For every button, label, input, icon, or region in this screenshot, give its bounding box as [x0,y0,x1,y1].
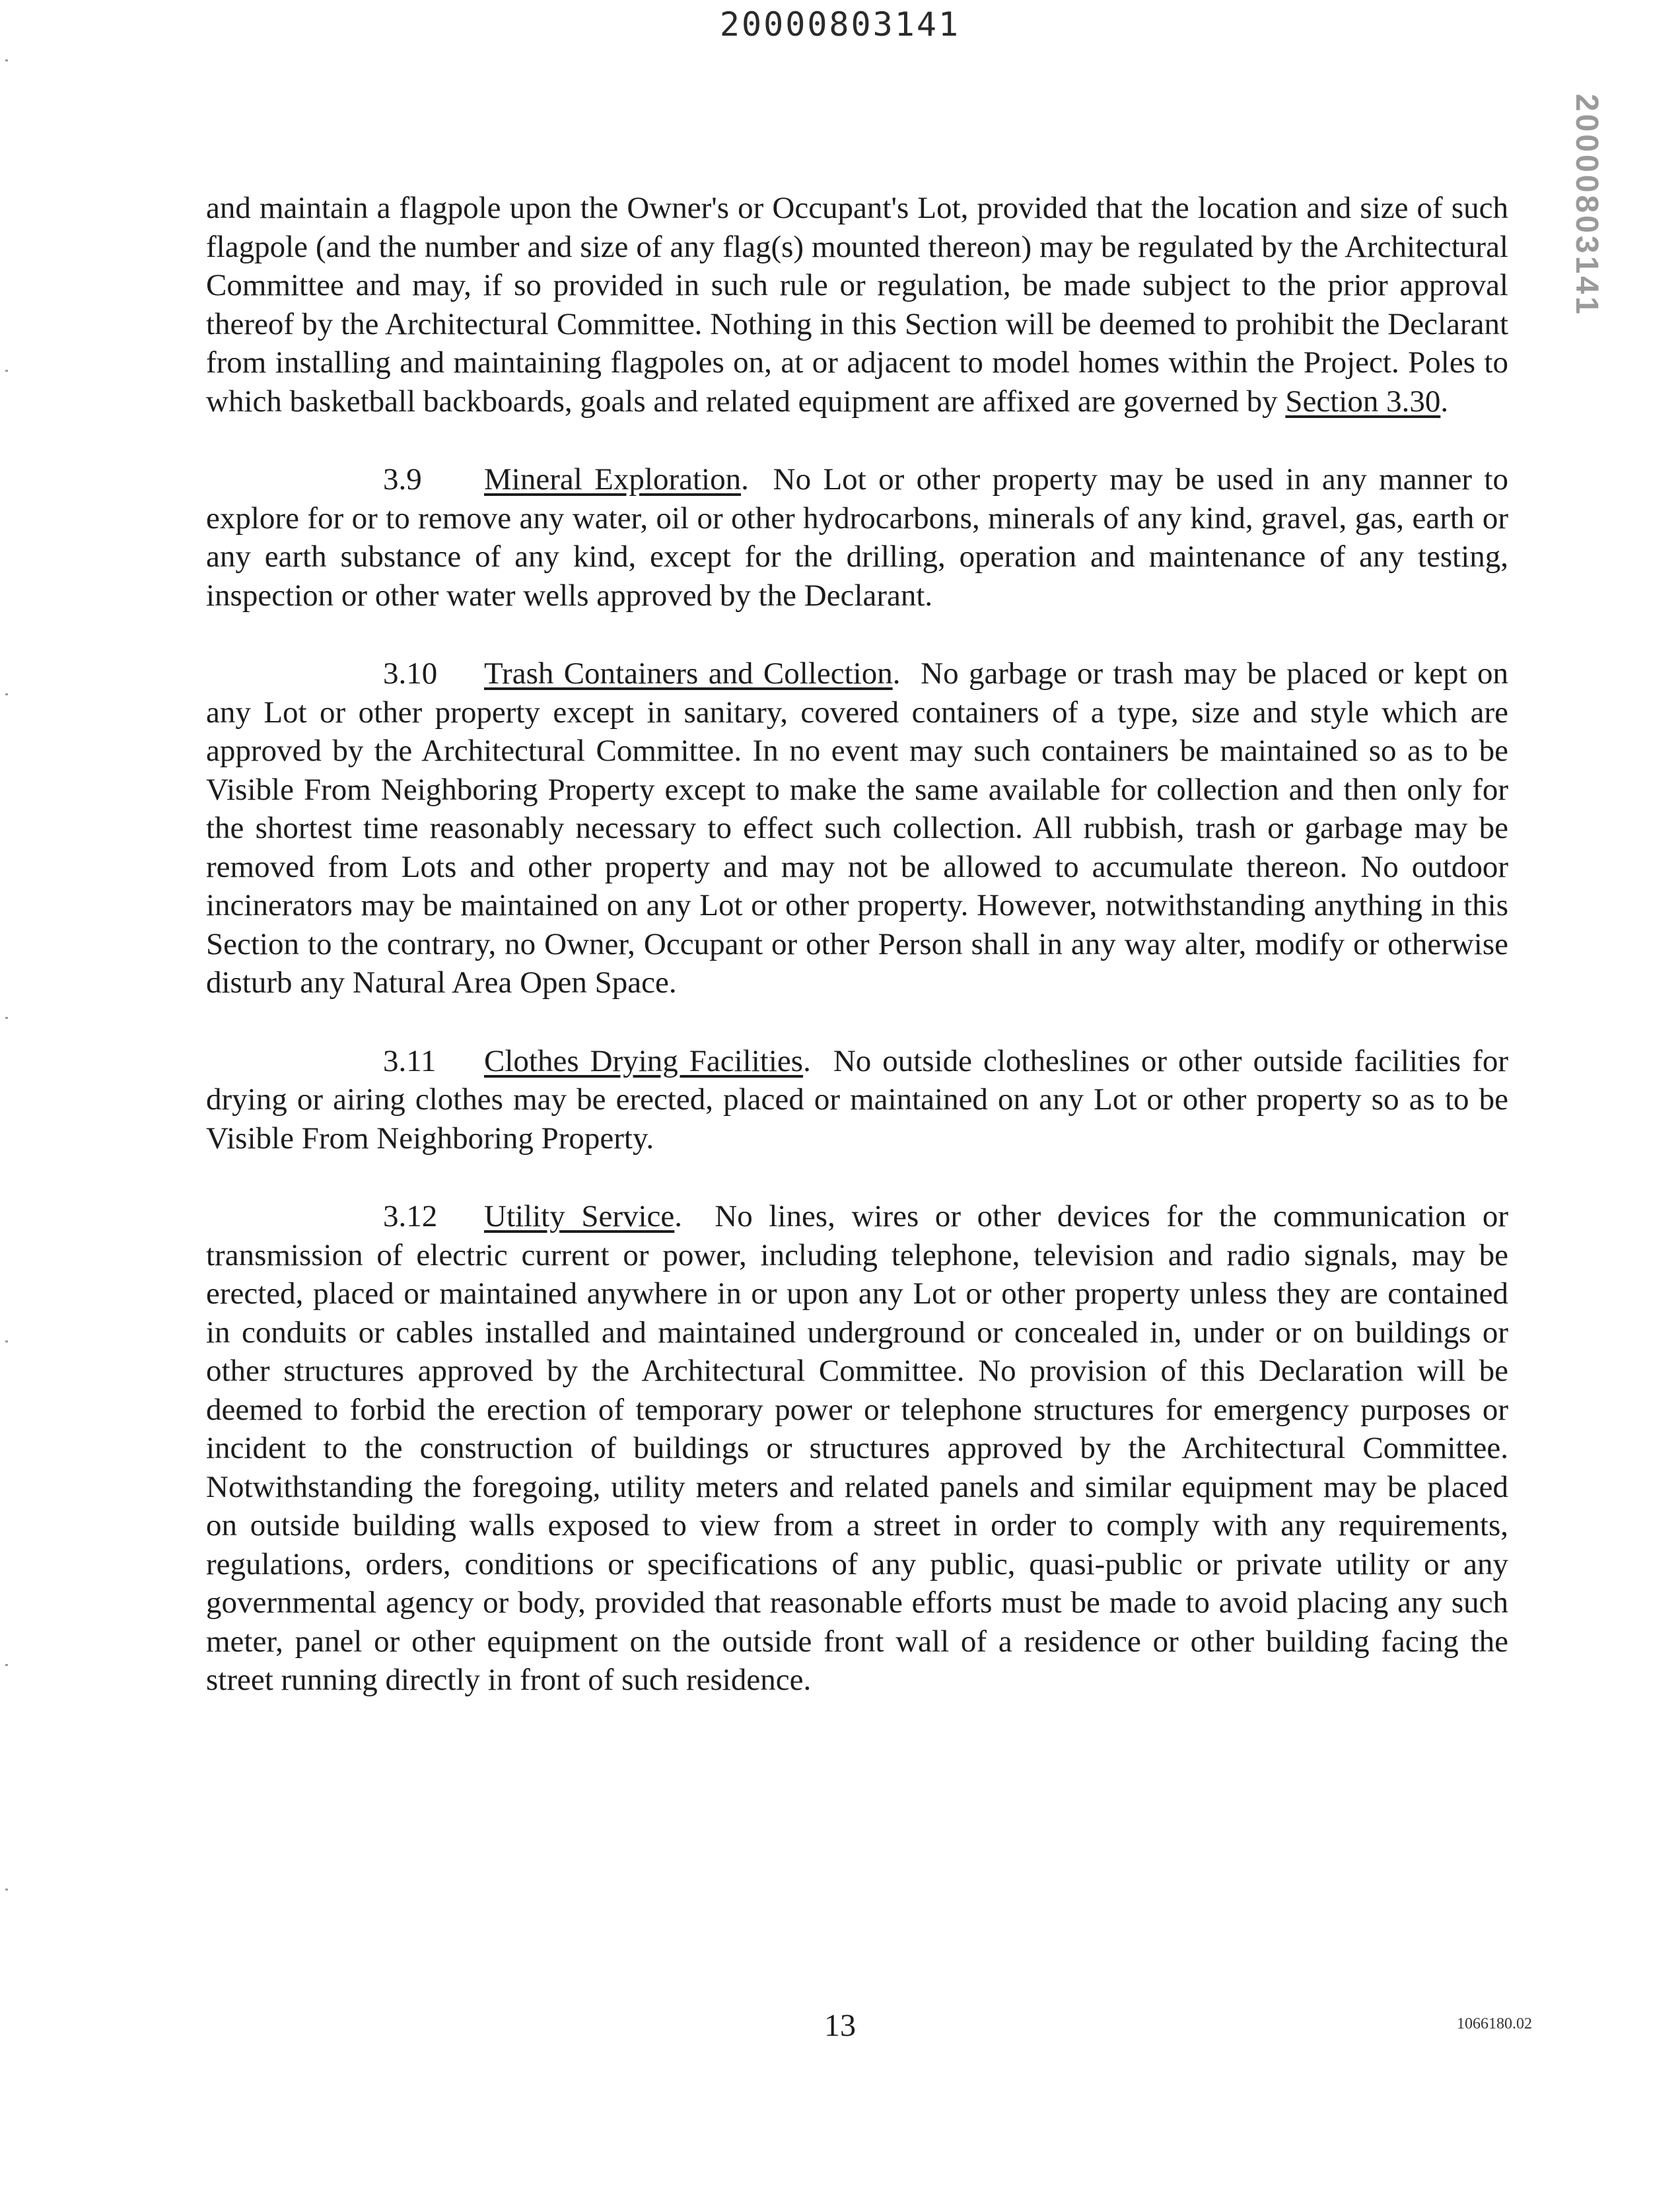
section-number: 3.11 [383,1043,437,1078]
section-number: 3.10 [383,656,438,691]
section-paragraph: 3.11 Clothes Drying Facilities. No outside clotheslines or other outside facilities for drying or airing clothes may be erected, placed or maintained on any Lot or other property so as to be Visible From Neighboring Property. [206,1042,1508,1158]
section-text: No outside clotheslines or other outside facilities for drying or airing clothes may be erected, placed or maintained on any Lot or other property so as to be Visible From Neighboring Property. [206,1043,1508,1156]
section-title: Mineral Exploration [484,462,742,497]
section-title: Clothes Drying Facilities [484,1043,804,1078]
section-paragraph: 3.12 Utility Service. No lines, wires or other devices for the communication or transmission of electric current or power, including telephone, television and radio signals, may be erected, placed or maintained anywhere in or upon any Lot or other property unless they are contained in conduits or cables installed and maintained underground or concealed in, under or on buildings or other structures approved by the Architectural Committee. No provision of this Declaration will be deemed to forbid the erection of temporary power or telephone structures for emergency purposes or incident to the construction of buildings or structures approved by the Architectural Committee. Notwithstanding the foregoing, utility meters and related panels and similar equipment may be placed on outside building walls exposed to view from a street in order to comply with any requirements, regulations, orders, conditions or specifications of any public, quasi-public or private utility or any governmental agency or body, provided that reasonable efforts must be made to avoid placing any such meter, panel or other equipment on the outside front wall of a residence or other building facing the street running directly in front of such residence. [206,1197,1508,1700]
document-reference-code: 1066180.02 [1457,2015,1532,2032]
scan-mark [5,370,8,372]
scan-mark [5,693,8,695]
scan-mark [5,1340,8,1342]
section-title: Utility Service [484,1199,675,1233]
section-paragraph: 3.10 Trash Containers and Collection. No garbage or trash may be placed or kept on any Lot or other property except in sanitary, covered containers of a type, size and style which are approved by the Architectural Committee. In no event may such containers be maintained so as to be Visible From Neighboring Property except to make the same available for collection and then only for the shortest time reasonably necessary to effect such collection. All rubbish, trash or garbage may be removed from Lots and other property and may not be allowed to accumulate thereon. No outdoor incinerators may be maintained on any Lot or other property. However, notwithstanding anything in this Section to the contrary, no Owner, Occupant or other Person shall in any way alter, modify or otherwise disturb any Natural Area Open Space. [206,654,1508,1002]
scan-mark [5,1664,8,1666]
page-number: 13 [824,2008,856,2043]
document-body [206,189,1508,1739]
section-number: 3.12 [383,1199,438,1233]
scan-mark [5,59,8,61]
section-number: 3.9 [383,462,422,497]
intro-text-end: . [1440,384,1449,419]
scan-mark [5,1889,8,1891]
section-paragraph: 3.9 Mineral Exploration. No Lot or other property may be used in any manner to explore for or to remove any water, oil or other hydrocarbons, minerals of any kind, gravel, gas, earth or any earth substance of any kind, except for the drilling, operation and maintenance of any testing, inspection or other water wells approved by the Declarant. [206,460,1508,615]
side-recording-stamp: 20000803141 [1569,94,1604,317]
scan-mark [5,1017,8,1019]
section-text: No garbage or trash may be placed or kept on any Lot or other property except in sanitary, covered containers of a type, size and style which are approved by the Architectural Committee. In no event may such containers be maintained so as to be Visible From Neighboring Property except to make the same available for collection and then only for the shortest time reasonably necessary to effect such collection. All rubbish, trash or garbage may be removed from Lots and other property and may not be allowed to accumulate thereon. No outdoor incinerators may be maintained on any Lot or other property. However, notwithstanding anything in this Section to the contrary, no Owner, Occupant or other Person shall in any way alter, modify or otherwise disturb any Natural Area Open Space. [206,656,1508,1000]
intro-text: and maintain a flagpole upon the Owner's or Occupant's Lot, provided that the location and size of such flagpole (and the number and size of any flag(s) mounted thereon) may be regulated by the Architectural Committee and may, if so provided in such rule or regulation, be made subject to the prior approval thereof by the Architectural Committee. Nothing in this Section will be deemed to prohibit the Declarant from installing and maintaining flagpoles on, at or adjacent to model homes within the Project. Poles to which basketball backboards, goals and related equipment are affixed are governed by [206,191,1508,419]
section-title: Trash Containers and Collection [484,656,893,691]
recording-number: 20000803141 [719,5,961,44]
section-text: No Lot or other property may be used in any manner to explore for or to remove any water, oil or other hydrocarbons, minerals of any kind, gravel, gas, earth or any earth substance of any kind, except for the drilling, operation and maintenance of any testing, inspection or other water wells approved by the Declarant. [206,462,1508,613]
intro-paragraph [206,189,1508,421]
section-reference: Section 3.30 [1285,384,1441,419]
section-text: No lines, wires or other devices for the communication or transmission of electric current or power, including telephone, television and radio signals, may be erected, placed or maintained anywhere in or upon any Lot or other property unless they are contained in conduits or cables installed and maintained underground or concealed in, under or on buildings or other structures approved by the Architectural Committee. No provision of this Declaration will be deemed to forbid the erection of temporary power or telephone structures for emergency purposes or incident to the construction of buildings or structures approved by the Architectural Committee. Notwithstanding the foregoing, utility meters and related panels and similar equipment may be placed on outside building walls exposed to view from a street in order to comply with any requirements, regulations, orders, conditions or specifications of any public, quasi-public or private utility or any governmental agency or body, provided that reasonable efforts must be made to avoid placing any such meter, panel or other equipment on the outside front wall of a residence or other building facing the street running directly in front of such residence. [206,1199,1508,1697]
